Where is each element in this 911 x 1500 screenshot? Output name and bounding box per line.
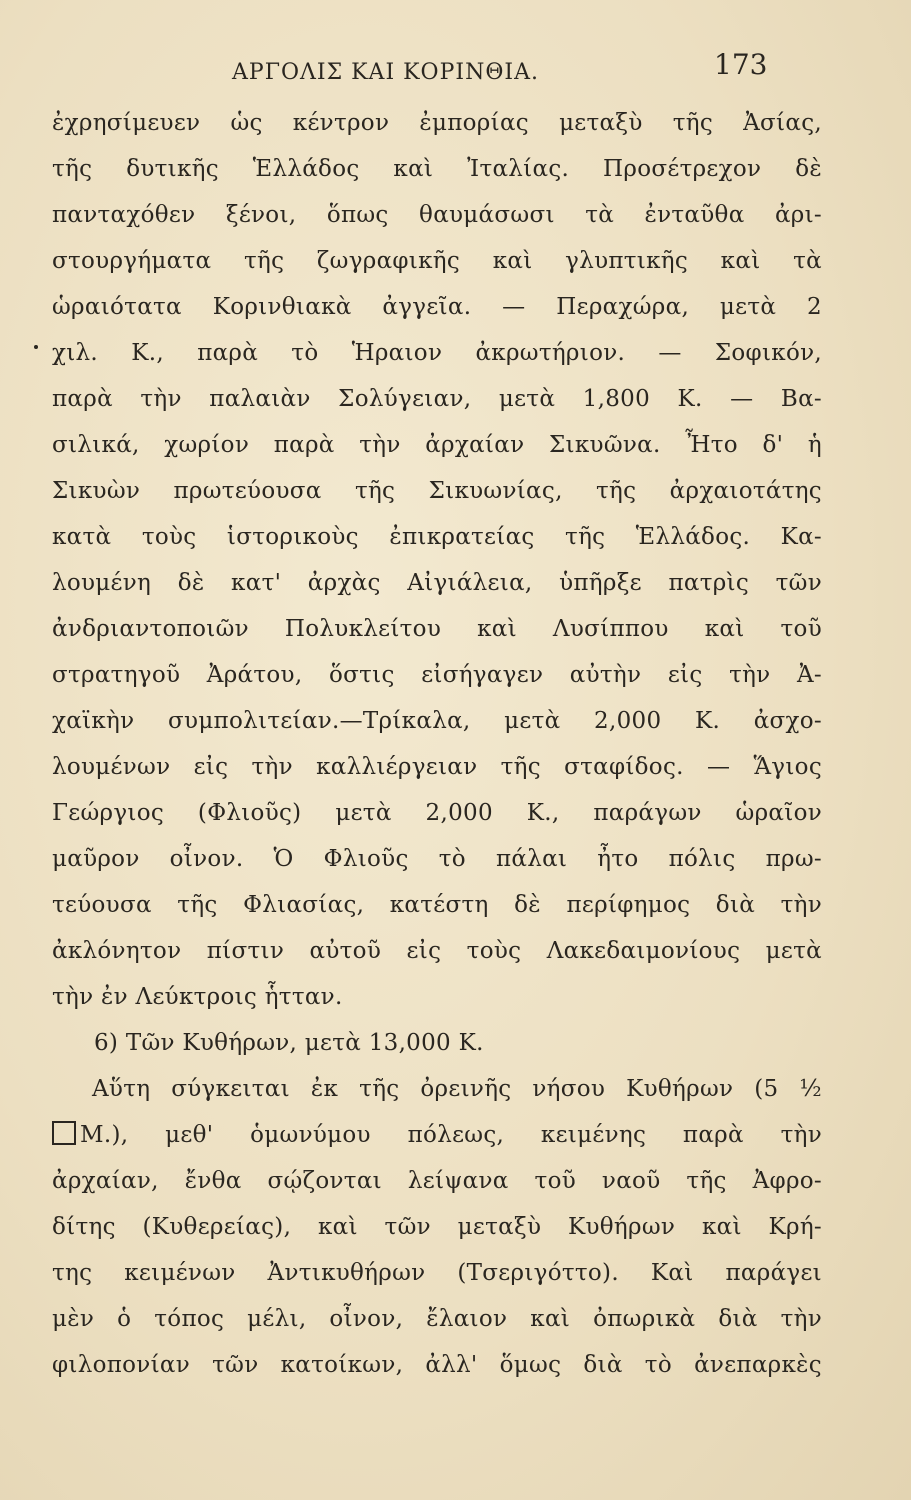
- text-line: φιλοπονίαν τῶν κατοίκων, ἀλλ' ὅμως διὰ τὸ ἀνεπαρκὲς: [52, 1352, 822, 1378]
- text-line: ἀνδριαντοποιῶν Πολυκλείτου καὶ Λυσίππου καὶ τοῦ: [52, 616, 822, 642]
- text-line: χιλ. Κ., παρὰ τὸ Ἡραιον ἀκρωτήριον. — Σοφικόν,: [52, 340, 822, 366]
- text-line: τὴν ἐν Λεύκτροις ἧτταν.: [52, 984, 343, 1010]
- text-line: τῆς δυτικῆς Ἑλλάδος καὶ Ἰταλίας. Προσέτρεχον δὲ: [52, 156, 822, 182]
- margin-dot: [34, 345, 38, 349]
- text-line: πανταχόθεν ξένοι, ὅπως θαυμάσωσι τὰ ἐνταῦθα ἀρι-: [52, 202, 822, 228]
- square-box-icon: [52, 1121, 76, 1145]
- text-line: μὲν ὁ τόπος μέλι, οἶνον, ἔλαιον καὶ ὀπωρικὰ διὰ τὴν: [52, 1306, 822, 1332]
- text-line: λουμένων εἰς τὴν καλλιέργειαν τῆς σταφίδος. — Ἅγιος: [52, 754, 822, 780]
- text-line: της κειμένων Ἀντικυθήρων (Τσεριγόττο). Καὶ παράγει: [52, 1260, 822, 1286]
- page-number: 173: [714, 48, 768, 81]
- text-line: Σικυὼν πρωτεύουσα τῆς Σικυωνίας, τῆς ἀρχαιοτάτης: [52, 478, 822, 504]
- text-line-with-box: [52, 1112, 822, 1158]
- text-line: τεύουσα τῆς Φλιασίας, κατέστη δὲ περίφημος διὰ τὴν: [52, 892, 822, 918]
- text-line: ἐχρησίμευεν ὡς κέντρον ἐμπορίας μεταξὺ τῆς Ἀσίας,: [52, 110, 822, 136]
- text-line-content: Μ.), μεθ' ὁμωνύμου πόλεως, κειμένης παρὰ τὴν: [80, 1122, 822, 1148]
- text-line: ἀκλόνητον πίστιν αὐτοῦ εἰς τοὺς Λακεδαιμονίους μετὰ: [52, 938, 822, 964]
- page-header: [0, 48, 911, 98]
- section-heading: 6) Τῶν Κυθήρων, μετὰ 13,000 Κ.: [94, 1030, 484, 1056]
- text-line: στουργήματα τῆς ζωγραφικῆς καὶ γλυπτικῆς καὶ τὰ: [52, 248, 822, 274]
- text-line: λουμένη δὲ κατ' ἀρχὰς Αἰγιάλεια, ὑπῆρξε πατρὶς τῶν: [52, 570, 822, 596]
- text-line: Αὕτη σύγκειται ἐκ τῆς ὀρεινῆς νήσου Κυθήρων (5 ½: [92, 1076, 822, 1102]
- text-line: δίτης (Κυθερείας), καὶ τῶν μεταξὺ Κυθήρων καὶ Κρή-: [52, 1214, 822, 1240]
- text-line: ἀρχαίαν, ἔνθα σῴζονται λείψανα τοῦ ναοῦ τῆς Ἀφρο-: [52, 1168, 822, 1194]
- text-line: σιλικά, χωρίον παρὰ τὴν ἀρχαίαν Σικυῶνα. Ἦτο δ' ἡ: [52, 432, 822, 458]
- text-line: Γεώργιος (Φλιοῦς) μετὰ 2,000 Κ., παράγων ὡραῖον: [52, 800, 822, 826]
- text-line: ὡραιότατα Κορινθιακὰ ἀγγεῖα. — Περαχώρα, μετὰ 2: [52, 294, 822, 320]
- text-line: χαϊκὴν συμπολιτείαν.—Τρίκαλα, μετὰ 2,000 Κ. ἀσχο-: [52, 708, 822, 734]
- text-line: μαῦρον οἶνον. Ὁ Φλιοῦς τὸ πάλαι ἦτο πόλις πρω-: [52, 846, 822, 872]
- text-line: παρὰ τὴν παλαιὰν Σολύγειαν, μετὰ 1,800 Κ. — Βα-: [52, 386, 822, 412]
- body-text: [52, 100, 822, 1388]
- text-line: στρατηγοῦ Ἀράτου, ὅστις εἰσήγαγεν αὐτὴν εἰς τὴν Ἀ-: [52, 662, 822, 688]
- running-head: ΑΡΓΟΛΙΣ ΚΑΙ ΚΟΡΙΝΘΙΑ.: [232, 60, 539, 85]
- text-line: κατὰ τοὺς ἱστορικοὺς ἐπικρατείας τῆς Ἑλλάδος. Κα-: [52, 524, 822, 550]
